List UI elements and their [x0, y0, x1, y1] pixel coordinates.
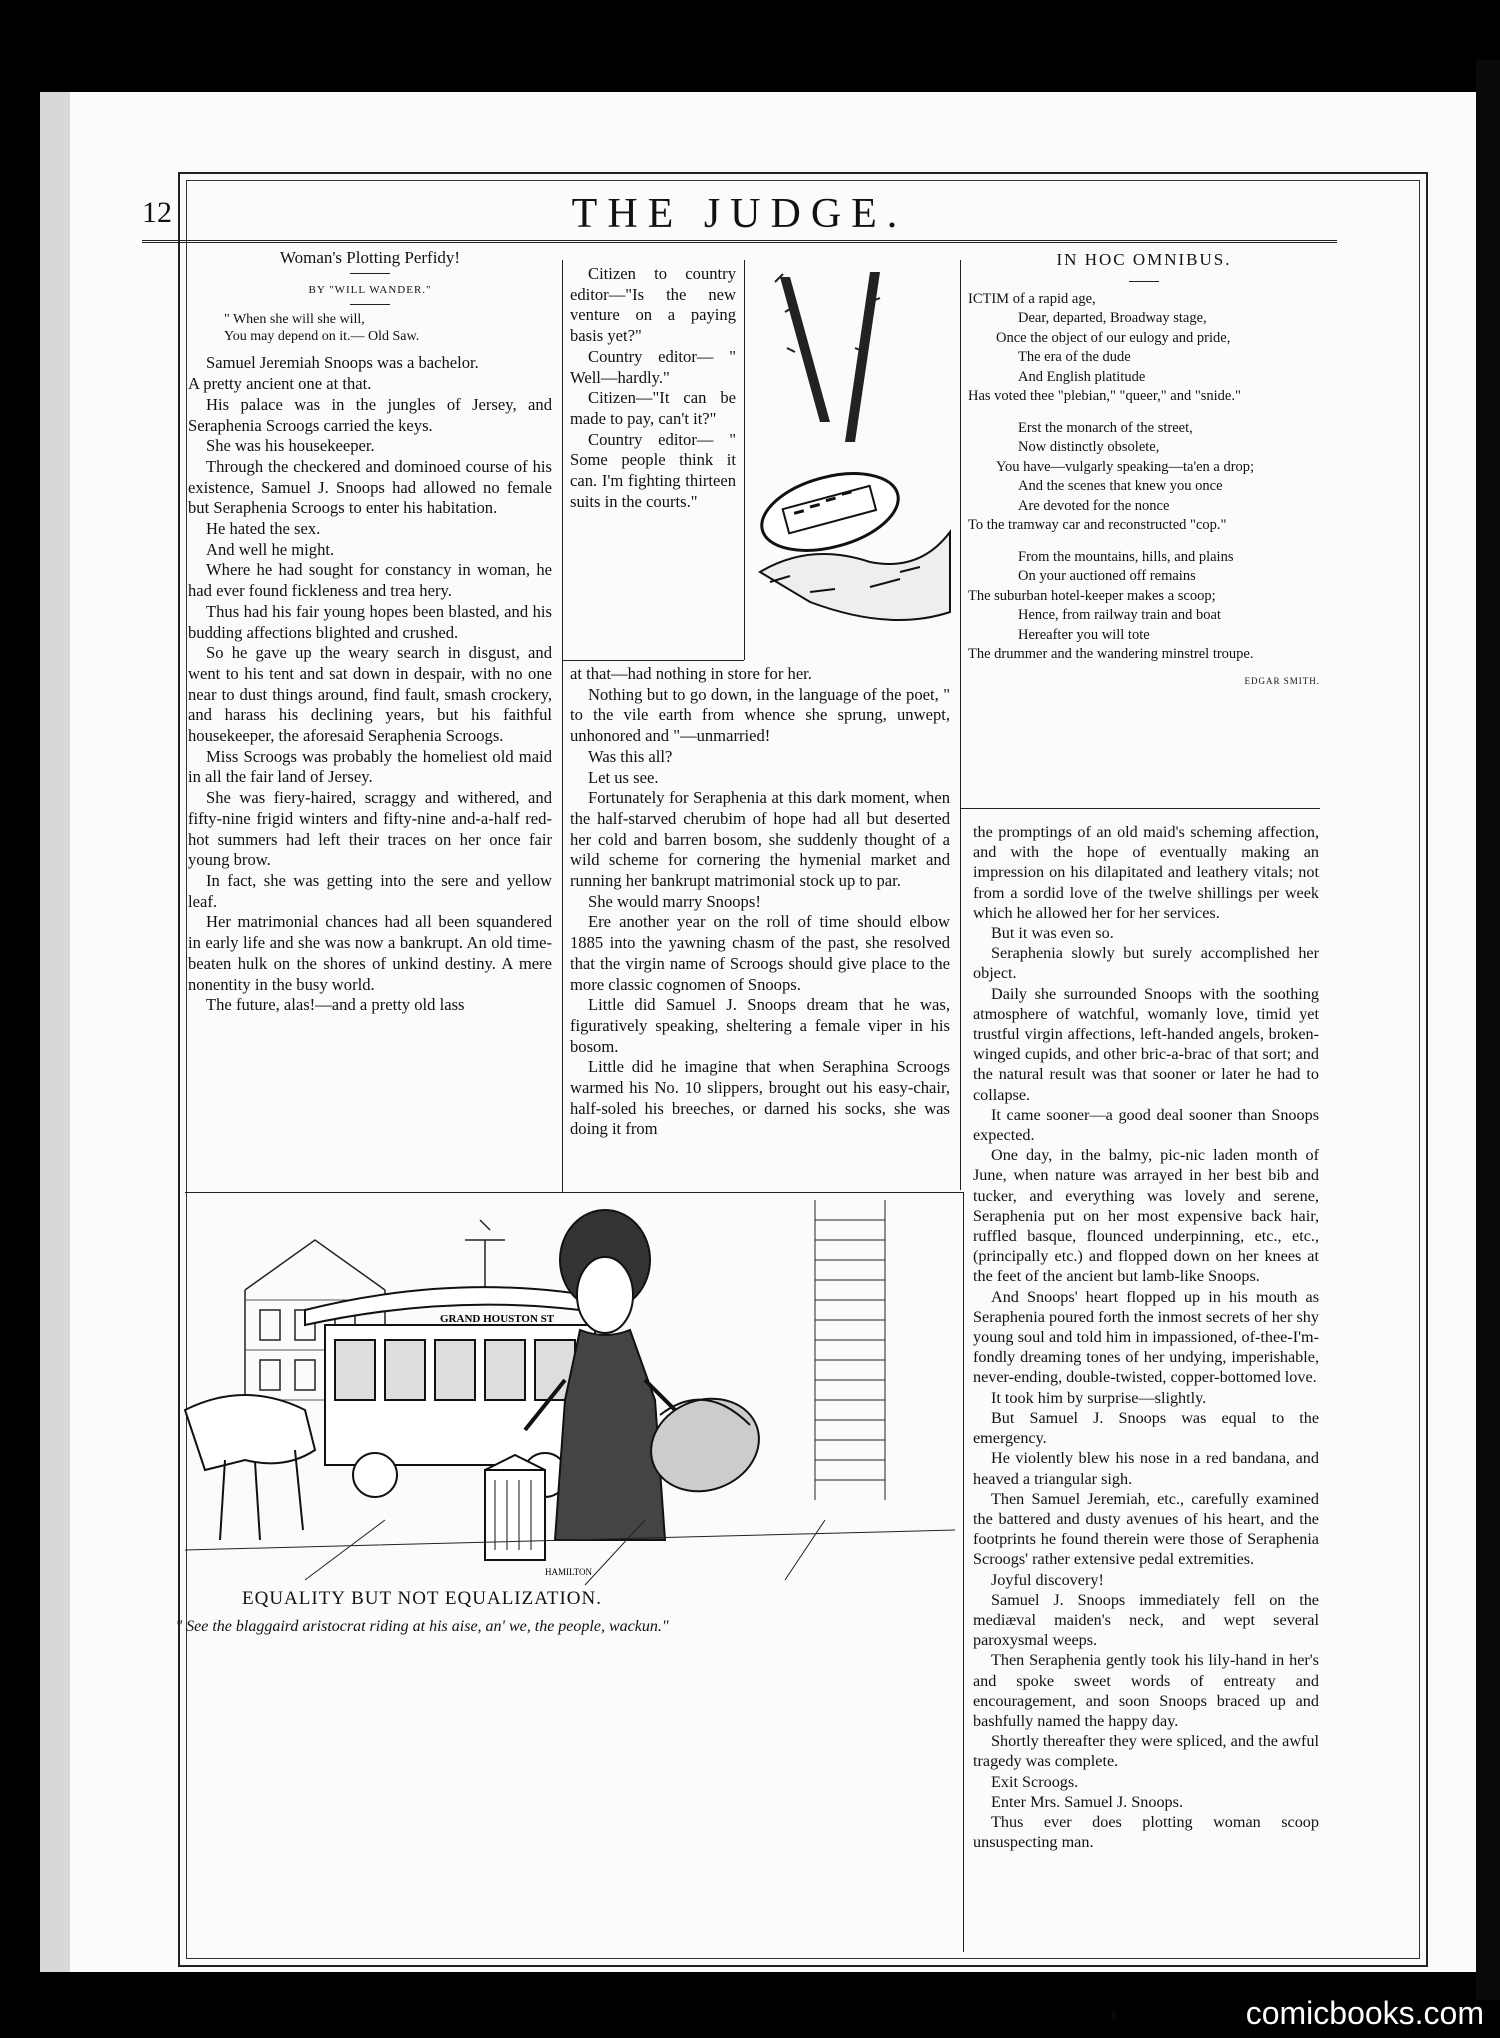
- paragraph: the promptings of an old maid's scheming affection, and with the hope of eventually making an impression on his dilapitated and leathery vitals; not from a sordid love of the twelve shillings per week which he allowed her for her services.: [973, 823, 1319, 922]
- paragraph: So he gave up the weary search in disgust, and went to his tent and sat down in despair, with no one near to dust things around, find fault, smash crockery, and harass his declining years, but his faithful housekeeper, the aforesaid Seraphenia Scroogs.: [188, 643, 552, 746]
- epigraph: [188, 311, 552, 345]
- paragraph: Through the checkered and dominoed course of his existence, Samuel J. Snoops had allowed no female but Seraphenia Scroogs to enter his habitation.: [188, 456, 552, 518]
- paragraph: Enter Mrs. Samuel J. Snoops.: [991, 1792, 1183, 1811]
- site-watermark: comicbooks.com: [1245, 1995, 1484, 2031]
- paragraph: at that—had nothing in store for her.: [570, 664, 812, 683]
- paragraph: Thus ever does plotting woman scoop unsuspecting man.: [973, 1812, 1319, 1852]
- paragraph: It took him by surprise—slightly.: [991, 1388, 1207, 1407]
- paragraph: Citizen—"It can be made to pay, can't it?": [570, 388, 736, 428]
- paragraph: Let us see.: [588, 767, 659, 787]
- illustration-top-rule: [185, 1192, 963, 1193]
- page-header: [142, 190, 1337, 243]
- poem-stanza-2: [968, 419, 1320, 536]
- paragraph: Little did Samuel J. Snoops dream that he was, figuratively speaking, sheltering a female viper in his bosom.: [570, 995, 950, 1056]
- poem-line: And the scenes that knew you once: [1018, 478, 1223, 495]
- poem-line: Hereafter you will tote: [1018, 626, 1150, 643]
- paragraph: But Samuel J. Snoops was equal to the emergency.: [973, 1408, 1319, 1448]
- poem-line: The drummer and the wandering minstrel troupe.: [968, 646, 1254, 663]
- paragraph: Then Samuel Jeremiah, etc., carefully examined the battered and dusty avenues of his heart, and the footprints he found therein were those of Seraphenia Scroogs' rather extensive pedal extremities.: [973, 1489, 1319, 1569]
- poem-line: Has voted thee "plebian," "queer," and "snide.": [968, 388, 1241, 405]
- paragraph: Country editor— " Well—hardly.": [570, 346, 736, 387]
- poem-line: Now distinctly obsolete,: [1018, 439, 1160, 456]
- paragraph: She was his housekeeper.: [206, 436, 375, 456]
- poem-stanza-3: [968, 548, 1320, 665]
- poem-line: To the tramway car and reconstructed "cop.": [968, 517, 1227, 534]
- poem-line: On your auctioned off remains: [1018, 568, 1196, 585]
- paragraph: She was fiery-haired, scraggy and withered, and fifty-nine frigid winters and fifty-nine and-a-half red-hot summers had left their traces on her once fair young brow.: [188, 788, 552, 870]
- paragraph: Seraphenia slowly but surely accomplished her object.: [973, 944, 1319, 983]
- paragraph: But it was even so.: [991, 924, 1114, 943]
- story-column-2: [570, 664, 950, 1140]
- paragraph: Little did he imagine that when Seraphina Scroogs warmed his No. 10 slippers, brought out his easy-chair, half-soled his breeches, or darned his socks, she was doing it from: [570, 1057, 950, 1139]
- poem-line: And English platitude: [1018, 368, 1146, 385]
- poem-line: ICTIM of a rapid age,: [968, 290, 1096, 307]
- paragraph: Shortly thereafter they were spliced, and the awful tragedy was complete.: [973, 1732, 1319, 1771]
- paragraph: Thus had his fair young hopes been blasted, and his budding affections blighted and crushed.: [188, 601, 552, 642]
- page-mark: ℓ: [1110, 2007, 1118, 2024]
- poem-stanza-1: [968, 290, 1320, 407]
- wrecked-omnibus-illustration: [750, 272, 960, 642]
- poem-line: Once the object of our eulogy and pride,: [996, 329, 1231, 346]
- epigraph-line: " When she will she will,: [224, 312, 365, 328]
- paragraph: Country editor— " Some people think it can. I'm fighting thirteen suits in the courts.": [570, 429, 736, 511]
- cartoon-caption-title: EQUALITY BUT NOT EQUALIZATION.: [242, 1588, 602, 1609]
- paragraph: Where he had sought for constancy in woman, he had ever found fickleness and trea hery.: [188, 560, 552, 601]
- paragraph: Citizen to country editor—"Is the new venture on a paying basis yet?": [570, 264, 736, 346]
- paragraph: Ere another year on the roll of time should elbow 1885 into the yawning chasm of the past, she resolved that the virgin name of Scroogs should give place to the more classic cognomen of Snoops.: [570, 912, 950, 994]
- paragraph: Exit Scroogs.: [991, 1772, 1079, 1791]
- artist-signature: HAMILTON: [545, 1567, 593, 1577]
- paragraph: Fortunately for Seraphenia at this dark moment, when the half-starved cherubim of hope had all but deserted her cold and barren bosom, she suddenly thought of a wild scheme for cornering the hymenial market and running her bankrupt matrimonial stock up to par.: [570, 788, 950, 891]
- poem-line: Dear, departed, Broadway stage,: [1018, 310, 1207, 327]
- paragraph: A pretty ancient one at that.: [188, 374, 372, 394]
- poem-line: Hence, from railway train and boat: [1018, 607, 1221, 624]
- paragraph: And Snoops' heart flopped up in his mouth as Seraphenia poured forth the inmost secrets of her shy young soul and told him in impassioned, of-thee-I'm-fondly dreaming tones of her undying, imperishable, never-ending, double-twisted, copper-bottomed love.: [973, 1287, 1319, 1387]
- sidebar-column: [570, 264, 736, 512]
- sidebar-rule: [562, 660, 744, 661]
- column-rule-1: [562, 260, 563, 1192]
- paragraph: Was this all?: [588, 746, 673, 766]
- poem-line: Are devoted for the nonce: [1018, 497, 1170, 514]
- masthead: THE JUDGE.: [571, 191, 908, 237]
- cartoon-caption-quote: " See the blaggaird aristocrat riding at his aise, an' we, the people, wackun.": [175, 1618, 669, 1635]
- poem-line: The suburban hotel-keeper makes a scoop;: [968, 587, 1216, 604]
- binding-shadow: [1476, 60, 1500, 2000]
- poem-line: You have—vulgarly speaking—ta'en a drop;: [996, 458, 1255, 475]
- poem-signature: EDGAR SMITH.: [1244, 675, 1320, 686]
- paragraph: Miss Scroogs was probably the homeliest old maid in all the fair land of Jersey.: [188, 746, 552, 787]
- paragraph: He hated the sex.: [206, 519, 321, 539]
- story-column-3: [973, 822, 1319, 1852]
- tram-sign: GRAND HOUSTON ST: [440, 1313, 555, 1325]
- paragraph: It came sooner—a good deal sooner than Snoops expected.: [973, 1105, 1319, 1145]
- paragraph: One day, in the balmy, pic-nic laden month of June, when nature was arrayed in her best bib and tucker, and everything was lovely and serene, Seraphenia put on her most expensive back hair, ruffled basque, flounced underpinning, etc., etc., (principally etc.) and flopped down on her knees at the feet of the ancient but lamb-like Snoops.: [973, 1146, 1319, 1286]
- poem-line: The era of the dude: [1018, 349, 1131, 366]
- paragraph: Her matrimonial chances had all been squandered in early life and she was now a bankrupt. An old time-beaten hulk on the shores of unkind destiny. A mere nonentity in the busy world.: [188, 912, 552, 994]
- paragraph: Samuel J. Snoops immediately fell on the mediæval maiden's neck, and wept several paroxysmal weeps.: [973, 1590, 1319, 1650]
- page-number: 12: [142, 196, 172, 229]
- paragraph: His palace was in the jungles of Jersey, and Seraphenia Scroogs carried the keys.: [188, 394, 552, 435]
- poem-title: IN HOC OMNIBUS.: [1056, 250, 1232, 269]
- paragraph: She would marry Snoops!: [588, 891, 761, 911]
- story-column-1: [188, 248, 552, 1016]
- poem-rule: [960, 808, 1320, 809]
- paragraph: Nothing but to go down, in the language of the poet, " to the vile earth from whence she sprung, unwept, unhonored and "—unmarried!: [570, 684, 950, 746]
- epigraph-line: You may depend on it.— Old Saw.: [224, 329, 420, 345]
- column-rule-3: [963, 1192, 964, 1952]
- paragraph: Daily she surrounded Snoops with the soothing atmosphere of watchful, womanly love, timid yet trustful virgin affections, left-handed angels, broken-winged cupids, and other bric-a-brac of that sort; and the natural result was that sooner or later he had to collapse.: [973, 984, 1319, 1104]
- paragraph: Then Seraphenia gently took his lily-hand in her's and spoke sweet words of entreaty and encouragement, and soon Snoops braced up and bashfully named the happy day.: [973, 1651, 1319, 1730]
- paragraph: In fact, she was getting into the sere and yellow leaf.: [188, 870, 552, 911]
- cartoon-illustration: [185, 1200, 955, 1585]
- poem-line: From the mountains, hills, and plains: [1018, 548, 1234, 565]
- paragraph: He violently blew his nose in a red bandana, and heaved a triangular sigh.: [973, 1449, 1319, 1488]
- column-rule-2a: [744, 260, 745, 660]
- column-rule-2b: [960, 260, 961, 1190]
- paragraph: Samuel Jeremiah Snoops was a bachelor.: [206, 353, 479, 373]
- paragraph: The future, alas!—and a pretty old lass: [206, 995, 465, 1015]
- poem-line: Erst the monarch of the street,: [1018, 419, 1193, 436]
- poem-column: [968, 250, 1320, 691]
- story-byline: BY "WILL WANDER.": [308, 283, 432, 296]
- paragraph: And well he might.: [206, 539, 335, 559]
- story-title: Woman's Plotting Perfidy!: [279, 248, 461, 267]
- paragraph: Joyful discovery!: [991, 1570, 1104, 1589]
